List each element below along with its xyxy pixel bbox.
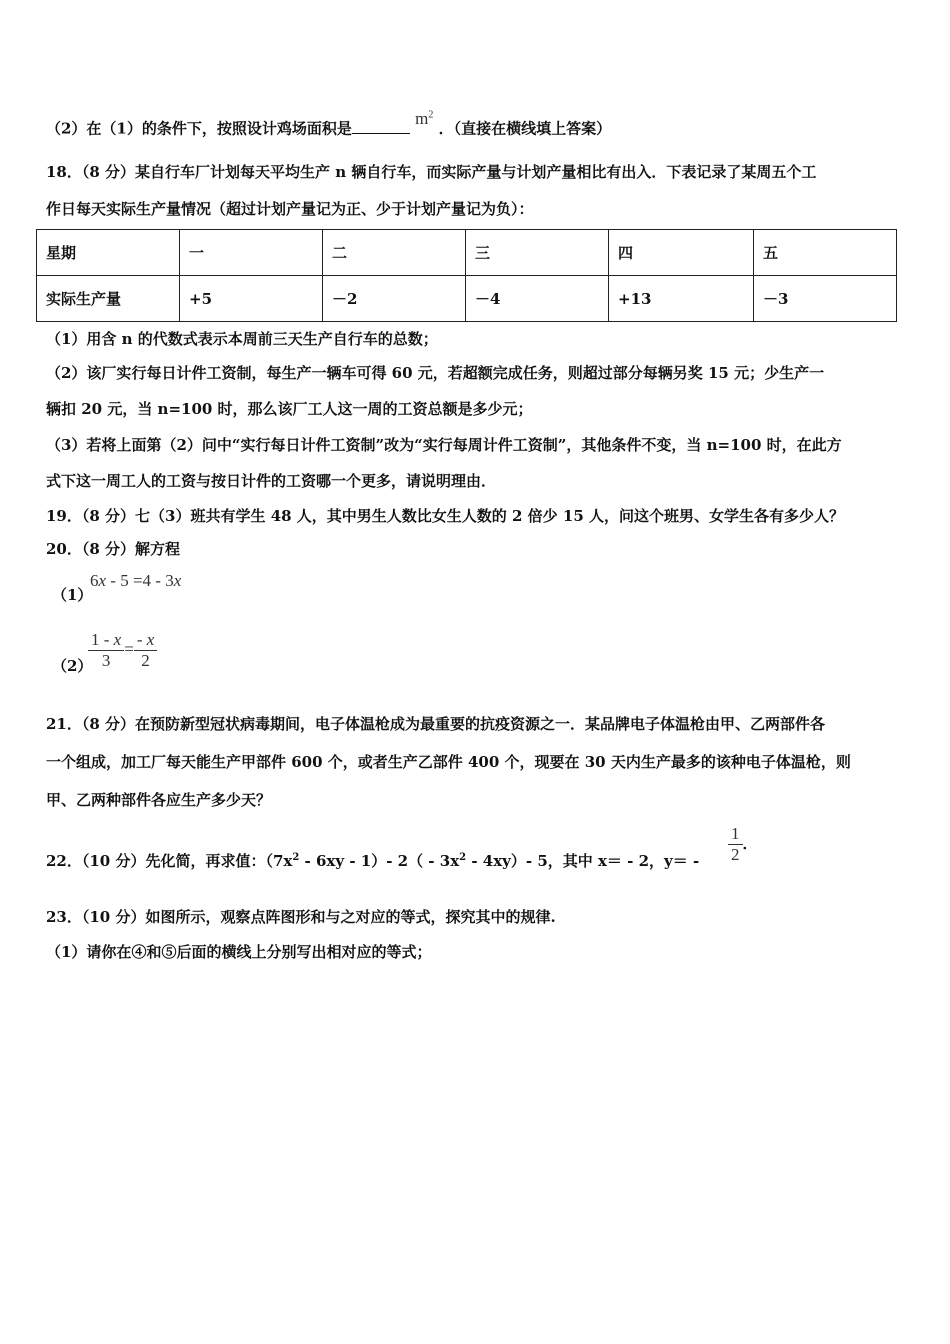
q23-part1: （1）请你在④和⑤后面的横线上分别写出相对应的等式； [46,943,432,961]
table-cell: 四 [609,230,754,276]
q18-part2-line2: 辆扣 20 元，当 n=100 时，那么该厂工人这一周的工资总额是多少元； [46,400,533,418]
table-cell: 一 [180,230,323,276]
table-row [37,276,897,322]
q17-answer-blank[interactable] [352,119,410,134]
q17-part2-after: ．（直接在横线填上答案） [438,119,612,138]
q21-line1: 21．（8 分）在预防新型冠状病毒期间，电子体温枪成为最重要的抗疫资源之一．某品牌电子体温枪由甲、乙两部件各 [46,715,826,733]
q18-part3-line2: 式下这一周工人的工资与按日计件的工资哪一个更多，请说明理由． [46,472,497,490]
table-cell: +13 [609,276,754,322]
table-cell: 星期 [37,230,180,276]
q17-part2 [46,108,612,139]
table-cell: +5 [180,276,323,322]
q18-part3-line1: （3）若将上面第（2）问中“实行每日计件工资制”改为“实行每周计件工资制”，其他条件不变，当 n=100 时，在此方 [46,436,842,454]
table-cell: －2 [323,276,466,322]
q21-line2: 一个组成，加工厂每天能生产甲部件 600 个，或者生产乙部件 400 个，现要在 30 天内生产最多的该种电子体温枪，则 [46,753,851,771]
q18-part1: （1）用含 n 的代数式表示本周前三天生产自行车的总数； [46,330,438,348]
unit-m: $m^2$ [415,108,434,128]
fraction-1: $\frac{1 - x}{3}$ [88,630,124,671]
table-header-row [37,230,897,276]
table-cell: 二 [323,230,466,276]
q20-equation-2 [88,630,157,671]
q19-text: 19．（8 分）七（3）班共有学生 48 人，其中男生人数比女生人数的 2 倍少 15 人，问这个班男、女学生各有多少人？ [46,507,844,525]
production-table [36,229,897,322]
q20-title: 20．（8 分）解方程 [46,540,181,558]
q22-fraction: $\frac{1}{2}$ ． [728,824,758,865]
q20-part2-label: （2） [52,657,93,675]
table-cell: －4 [466,276,609,322]
q20-equation-1: 6x - 5 =4 - 3x [90,571,182,590]
q23-line1: 23．（10 分）如图所示，观察点阵图形和与之对应的等式，探究其中的规律. [46,908,556,926]
q18-line1: 18．（8 分）某自行车厂计划每天平均生产 n 辆自行车，而实际产量与计划产量相比有出入．下表记录了某周五个工 [46,163,817,181]
equals-sign: = [124,639,134,659]
table-cell: 实际生产量 [37,276,180,322]
q18-part2-line1: （2）该厂实行每日计件工资制，每生产一辆车可得 60 元，若超额完成任务，则超过部分每辆另奖 15 元；少生产一 [46,364,825,382]
q18-line2: 作日每天实际生产量情况（超过计划产量记为正、少于计划产量记为负）： [46,200,534,218]
table-cell: 三 [466,230,609,276]
table-cell: －3 [754,276,897,322]
table-cell: 五 [754,230,897,276]
q21-line3: 甲、乙两种部件各应生产多少天？ [46,791,272,809]
q17-part2-before: （2）在（1）的条件下，按照设计鸡场面积是 [46,119,352,138]
fraction-2: $\frac{- x}{2}$ [134,630,157,671]
q22-text: 22．（10 分）先化简，再求值：$(7x^2 - 6xy - 1)-$ $2( - 3x^2 - 4xy)-$ 5，其中 x＝ - 2，y＝ - [46,852,700,870]
q20-part1-label: （1） [52,586,93,604]
